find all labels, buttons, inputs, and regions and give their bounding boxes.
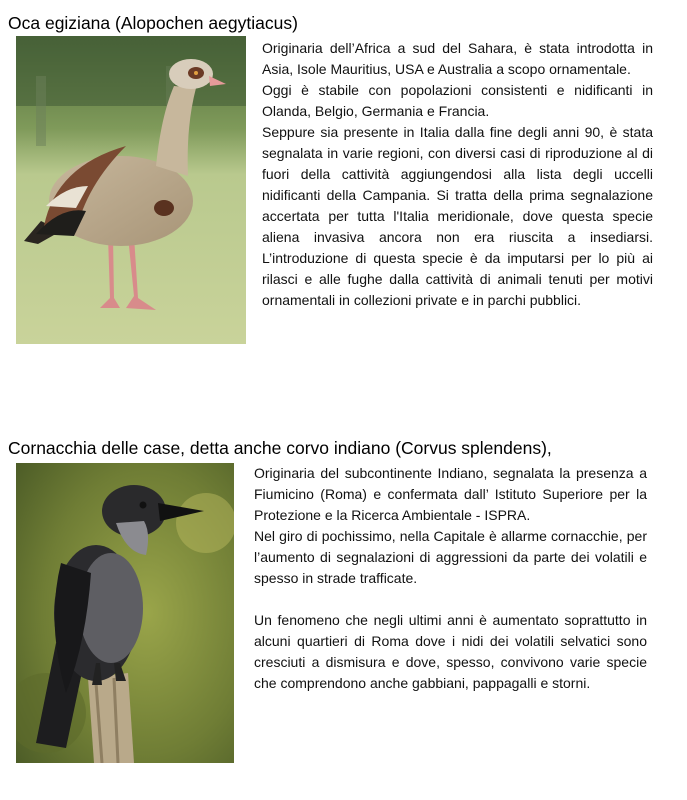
- egyptian-goose-photo: [16, 36, 246, 344]
- paragraph: Originaria del subcontinente Indiano, segnalata la presenza a Fiumicino (Roma) e confermata dall’ Istituto Superiore per la Protezione e la Ricerca Ambientale - ISPRA.: [254, 465, 647, 523]
- paragraph: Originaria dell’Africa a sud del Sahara, è stata introdotta in Asia, Isole Mauritius, USA e Australia a scopo ornamentale.: [262, 40, 653, 77]
- section-title-egyptian-goose: Oca egiziana (Alopochen aegytiacus): [8, 13, 298, 33]
- section-text-egyptian-goose: [262, 38, 653, 311]
- paragraph-gap: [254, 589, 647, 610]
- paragraph: Nel giro di pochissimo, nella Capitale è allarme cornacchie, per l’aumento di segnalazioni di aggressioni da parte dei volatili e spesso in strade trafficate.: [254, 528, 647, 586]
- paragraph: Seppure sia presente in Italia dalla fine degli anni 90, è stata segnalata in varie regioni, con diversi casi di riproduzione al di fuori della cattività aggiungendosi alla lista degli uccelli nidificanti della Campania. Si tratta della prima segnalazione accertata per tutta l'Italia meridionale, dove questa specie aliena invasiva ancora non era riuscita a insediarsi. L’introduzione di questa specie è da imputarsi per lo più ai rilasci e alle fughe dalla cattività di animali tenuti per motivi ornamentali in collezioni private e in parchi pubblici.: [262, 124, 653, 308]
- section-text-house-crow: [254, 463, 647, 694]
- paragraph: Un fenomeno che negli ultimi anni è aumentato soprattutto in alcuni quartieri di Roma dove i nidi dei volatili selvatici sono cresciuti a dismisura e dove, spesso, convivono varie specie che comprendono anche gabbiani, pappagalli e storni.: [254, 612, 647, 691]
- paragraph: Oggi è stabile con popolazioni consistenti e nidificanti in Olanda, Belgio, Germania e Francia.: [262, 82, 653, 119]
- house-crow-photo: [16, 463, 234, 763]
- section-title-house-crow: Cornacchia delle case, detta anche corvo indiano (Corvus splendens),: [8, 438, 552, 458]
